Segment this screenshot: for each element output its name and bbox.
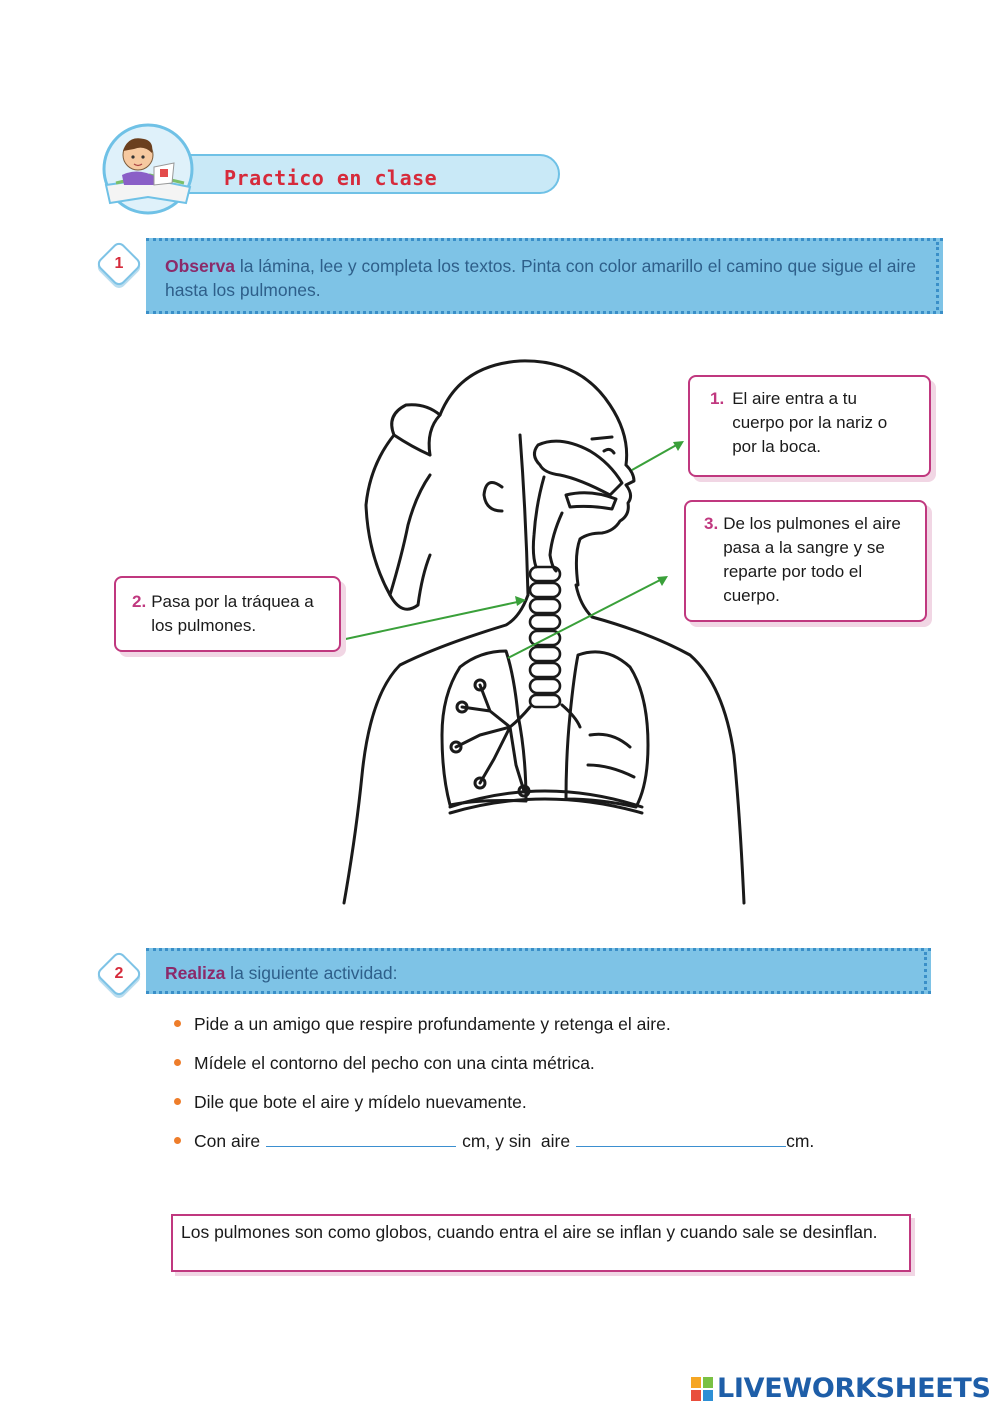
measure-prefix: Con aire [194, 1131, 261, 1151]
summary-note: Los pulmones son como globos, cuando entra el aire se inflan y cuando sale se desinflan. [171, 1214, 911, 1272]
callout-1 [688, 375, 931, 477]
callout-text: De los pulmones el aire pasa a la sangre y se reparte por todo el cuerpo. [723, 514, 901, 605]
list-item [174, 1092, 527, 1113]
activity-number: 2 [114, 965, 124, 982]
list-item-text: Mídele el contorno del pecho con una cinta métrica. [194, 1053, 595, 1073]
callout-number: 3. [704, 514, 719, 533]
measure-suffix: cm. [786, 1131, 815, 1151]
list-item [174, 1130, 814, 1152]
callout-number: 2. [132, 592, 147, 611]
liveworksheets-logo-text: LIVEWORKSHEETS [717, 1373, 991, 1404]
instruction-keyword: Observa [165, 256, 236, 276]
instruction-band [146, 948, 931, 994]
list-item-text: Pide a un amigo que respire profundamente y retenga el aire. [194, 1014, 671, 1034]
callout-text: El aire entra a tu cuerpo por la nariz o por la boca. [732, 389, 888, 456]
section-title: Practico en clase [224, 166, 438, 190]
instruction-text [165, 961, 398, 985]
list-item-text: Dile que bote el aire y mídelo nuevamente. [194, 1092, 527, 1112]
instruction-body: la lámina, lee y completa los textos. Pinta con color amarillo el camino que sigue el aire hasta los pulmones. [165, 256, 916, 300]
list-item [174, 1014, 671, 1035]
without-air-answer-field[interactable] [576, 1130, 786, 1147]
measure-middle: cm, y sin aire [462, 1131, 571, 1151]
bullet-icon [174, 1137, 181, 1144]
instruction-keyword: Realiza [165, 963, 226, 983]
callout-text: Pasa por la tráquea a los pulmones. [151, 592, 314, 635]
liveworksheets-logo-icon [690, 1376, 714, 1402]
list-item [174, 1053, 595, 1074]
liveworksheets-logo [690, 1373, 991, 1404]
callout-3 [684, 500, 927, 622]
activity-number: 1 [114, 255, 124, 272]
instruction-body: la siguiente actividad: [225, 963, 398, 983]
callout-number: 1. [710, 389, 725, 408]
with-air-answer-field[interactable] [266, 1130, 456, 1147]
bullet-icon [174, 1020, 181, 1027]
bullet-icon [174, 1098, 181, 1105]
callout-2 [114, 576, 341, 652]
bullet-icon [174, 1059, 181, 1066]
